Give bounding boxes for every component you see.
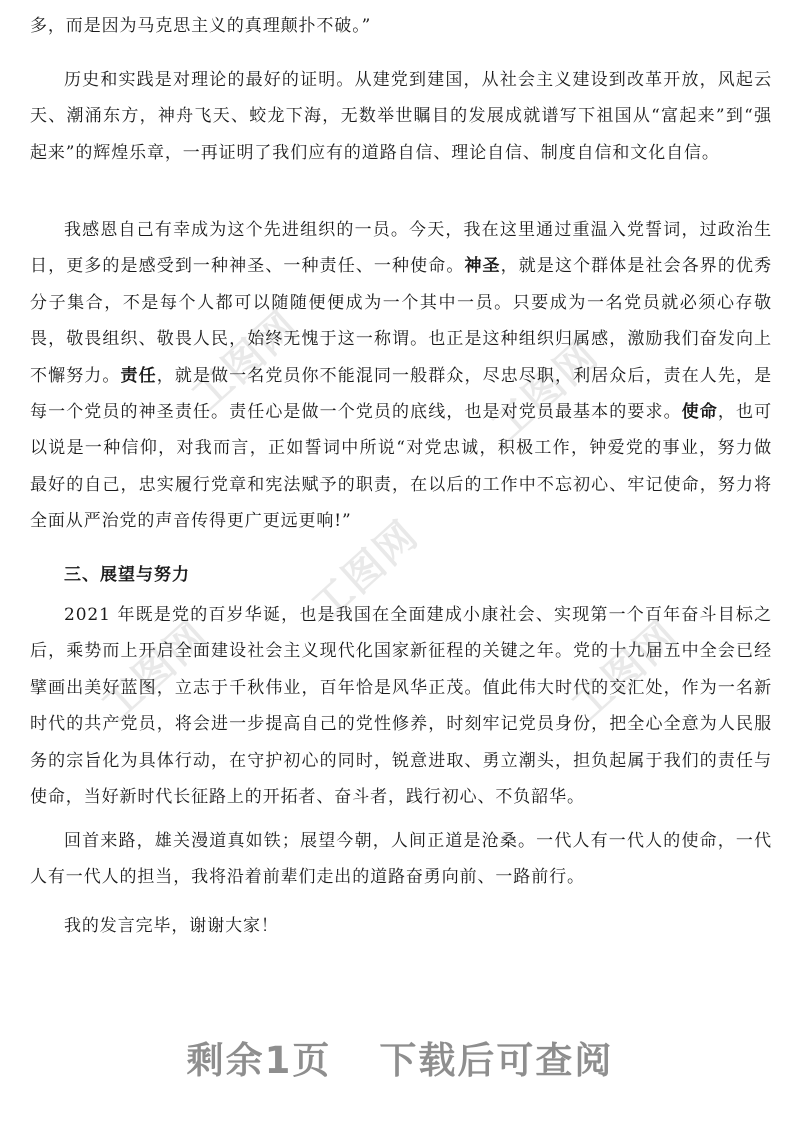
gratitude-text-4: ，也可以说是一种信仰，对我而言，正如誓词中所说“对党忠诚，积极工作，钟爱党的事业，努力做最好的自己，忠实履行党章和宪法赋予的职责，在以后的工作中不忘初心、牢记使命，努力将全面从严治党的声音传得更广更远更响!” <box>30 402 772 532</box>
gratitude-text-2: ，就是这个群体是社会各界的优秀分子集合，不是每个人都可以随随便便成为一个其中一员。只要成为一名党员就必须心存敬畏，敬畏组织、敬畏人民，始终无愧于这一称谓。也正是这种组织归属感，激励我们奋发向上不懈努力。 <box>30 256 772 386</box>
download-banner[interactable] <box>0 1030 800 1084</box>
section-heading: 三、展望与努力 <box>64 565 190 585</box>
watermark: 工图网 <box>183 301 308 421</box>
gratitude-text-3: ，就是做一名党员你不能混同一般群众，尽忠尽职，利居众后，责在人先，是每一个党员的神圣责任。责任心是做一个党员的底线，也是对党员最基本的要求。 <box>30 365 772 423</box>
paragraph-closing: 我的发言完毕，谢谢大家！ <box>64 916 279 936</box>
paragraph-top-fragment: 多，而是因为马克思主义的真理颠扑不破。” <box>30 16 372 36</box>
remaining-pages-label[interactable]: 剩余1页 <box>186 1039 332 1082</box>
watermark: 工图网 <box>93 611 218 731</box>
paragraph-outlook: 2021 年既是党的百岁华诞，也是我国在全面建成小康社会、实现第一个百年奋斗目标之后，乘势而上开启全面建设社会主义现代化国家新征程的关键之年。党的十九届五中全会已经擘画出美好蓝图，立志于千秋伟业，百年恰是风华正茂。值此伟大时代的交汇处，作为一名新时代的共产党员，将会进一步提高自己的党性修养，时刻牢记党员身份，把全心全意为人民服务的宗旨化为具体行动，在守护初心的同时，锐意进取、勇立潮头，担负起属于我们的责任与使命，当好新时代长征路上的开拓者、奋斗者，践行初心、不负韶华。 <box>30 605 772 808</box>
download-to-view-label[interactable]: 下载后可查阅 <box>379 1039 614 1082</box>
gratitude-text-1: 我感恩自己有幸成为这个先进组织的一员。今天，我在这里通过重温入党誓词，过政治生日，更多的是感受到一种神圣、一种责任、一种使命。 <box>30 220 772 277</box>
bold-keyword-responsibility: 责任 <box>120 365 157 386</box>
bold-keyword-mission: 使命 <box>681 402 718 423</box>
watermark: 工图网 <box>483 331 608 451</box>
bold-keyword-sacred: 神圣 <box>464 256 501 277</box>
watermark: 工图网 <box>303 511 428 631</box>
paragraph-reflection: 回首来路，雄关漫道真如铁；展望今朝，人间正道是沧桑。一代人有一代人的使命，一代人有一代人的担当，我将沿着前辈们走出的道路奋勇向前、一路前行。 <box>30 831 772 888</box>
paragraph-history: 历史和实践是对理论的最好的证明。从建党到建国，从社会主义建设到改革开放，风起云天、潮涌东方，神舟飞天、蛟龙下海，无数举世瞩目的发展成就谱写下祖国从“富起来”到“强起来”的辉煌乐章，一再证明了我们应有的道路自信、理论自信、制度自信和文化自信。 <box>30 70 772 163</box>
watermark: 工图网 <box>563 611 688 731</box>
paragraph-gratitude <box>30 212 772 540</box>
